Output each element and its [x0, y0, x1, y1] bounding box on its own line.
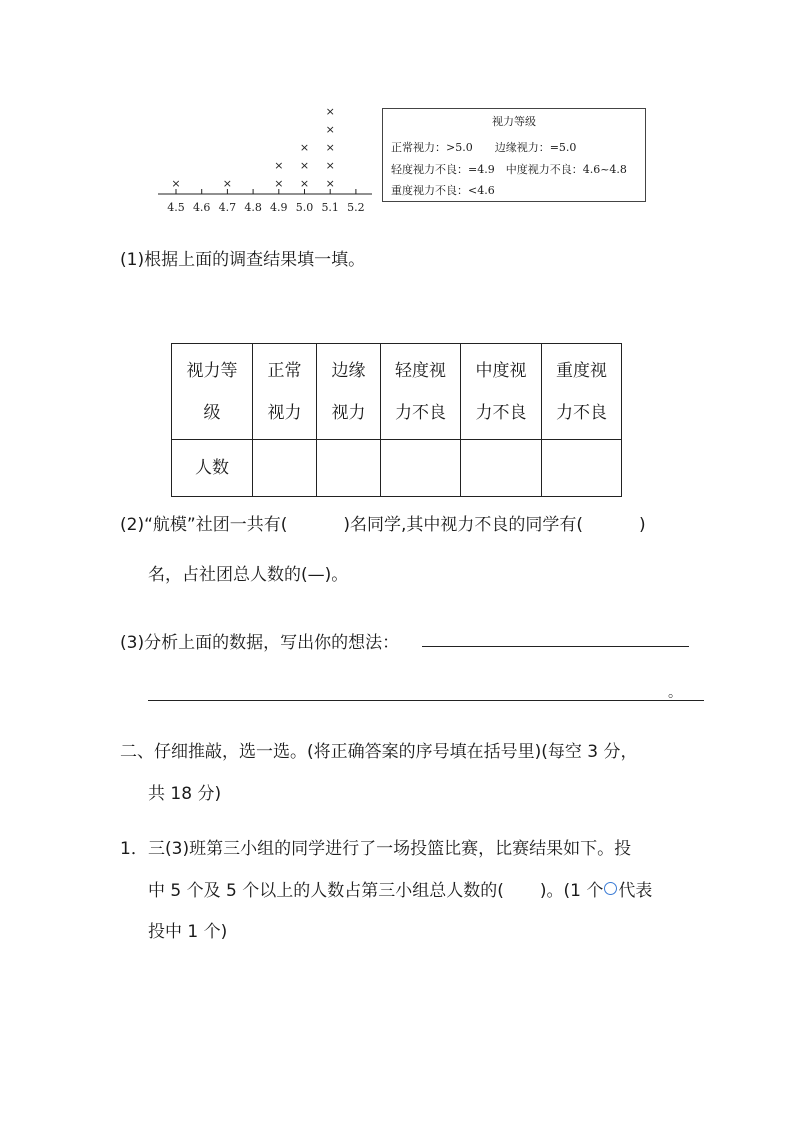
circle-icon: [604, 882, 617, 895]
data-point: ×: [222, 177, 233, 190]
data-point: ×: [299, 141, 310, 154]
row-label-cell: 人数: [172, 440, 253, 497]
answer-blank-fraction[interactable]: —: [307, 565, 325, 585]
question-1-text: (1)根据上面的调查结果填一填。: [120, 250, 366, 270]
vision-dot-plot: [150, 100, 390, 220]
problem-1-line-2: [148, 876, 652, 901]
answer-line-2[interactable]: [148, 700, 704, 701]
x-tick-label: 4.5: [167, 201, 185, 214]
problem-1-line-1: 三(3)班第三小组的同学进行了一场投篮比赛，比赛结果如下。投: [148, 839, 632, 859]
header-cell: 视力等 级: [172, 344, 253, 440]
x-tick-label: 5.0: [295, 201, 314, 214]
data-point: ×: [325, 141, 335, 154]
count-input-cell[interactable]: [461, 440, 542, 497]
data-point: ×: [299, 177, 310, 190]
section-2-heading-cont: 共 18 分): [148, 784, 222, 804]
data-point: ×: [299, 159, 310, 172]
header-cell: 中度视 力不良: [461, 344, 542, 440]
x-tick-label: 4.8: [244, 201, 262, 214]
header-cell: 轻度视 力不良: [381, 344, 461, 440]
x-tick-label: 5.2: [347, 201, 365, 214]
x-tick-label: 4.9: [270, 201, 288, 214]
p1-part-a: 中 5 个及 5 个以上的人数占第三小组总人数的(: [148, 881, 504, 901]
data-point: ×: [325, 159, 335, 172]
data-point: ×: [274, 159, 284, 172]
p1-part-c: 代表: [618, 881, 653, 901]
x-tick-label: 5.1: [321, 201, 339, 214]
count-input-cell[interactable]: [317, 440, 381, 497]
data-point: ×: [171, 177, 181, 190]
vision-count-table: [171, 343, 622, 497]
legend-title: 视力等级: [492, 115, 536, 128]
q2-part-c: ): [639, 515, 646, 535]
section-2-heading: 二、仔细推敲，选一选。(将正确答案的序号填在括号里)(每空 3 分，: [120, 742, 638, 762]
legend-line-2: 轻度视力不良：=4.9 中度视力不良：4.6~4.8: [391, 163, 627, 176]
q2-part-a: (2)“航模”社团一共有(: [120, 515, 288, 535]
q2-part-b: )名同学,其中视力不良的同学有(: [343, 515, 583, 535]
count-input-cell[interactable]: [542, 440, 622, 497]
data-point: ×: [274, 177, 284, 190]
data-point: ×: [325, 123, 335, 136]
table-header-row: [172, 344, 622, 440]
legend-line-3: 重度视力不良：<4.6: [391, 184, 495, 197]
legend-line-1: 正常视力：>5.0 边缘视力：=5.0: [391, 141, 577, 154]
problem-1-line-3: 投中 1 个): [148, 922, 228, 942]
answer-end-mark: 。: [668, 685, 682, 701]
header-cell: 边缘 视力: [317, 344, 381, 440]
question-3-text: (3)分析上面的数据，写出你的想法：: [120, 633, 400, 653]
data-point: ×: [325, 177, 335, 190]
q2-part-e: )。: [324, 565, 349, 585]
answer-line-1[interactable]: [422, 646, 689, 647]
header-cell: 正常 视力: [253, 344, 317, 440]
problem-1-number: 1．: [120, 839, 148, 859]
data-point: ×: [325, 105, 335, 118]
q2-part-d: 名，占社团总人数的(: [148, 565, 308, 585]
vision-grade-legend: [382, 108, 646, 202]
count-input-cell[interactable]: [253, 440, 317, 497]
header-cell: 重度视 力不良: [542, 344, 622, 440]
x-tick-label: 4.7: [218, 201, 237, 214]
x-tick-label: 4.6: [192, 201, 211, 214]
count-input-cell[interactable]: [381, 440, 461, 497]
p1-part-b: )。(1 个: [539, 881, 604, 901]
table-count-row: [172, 440, 622, 497]
question-2-line-2: [148, 560, 348, 585]
question-2-line-1: [120, 510, 646, 535]
